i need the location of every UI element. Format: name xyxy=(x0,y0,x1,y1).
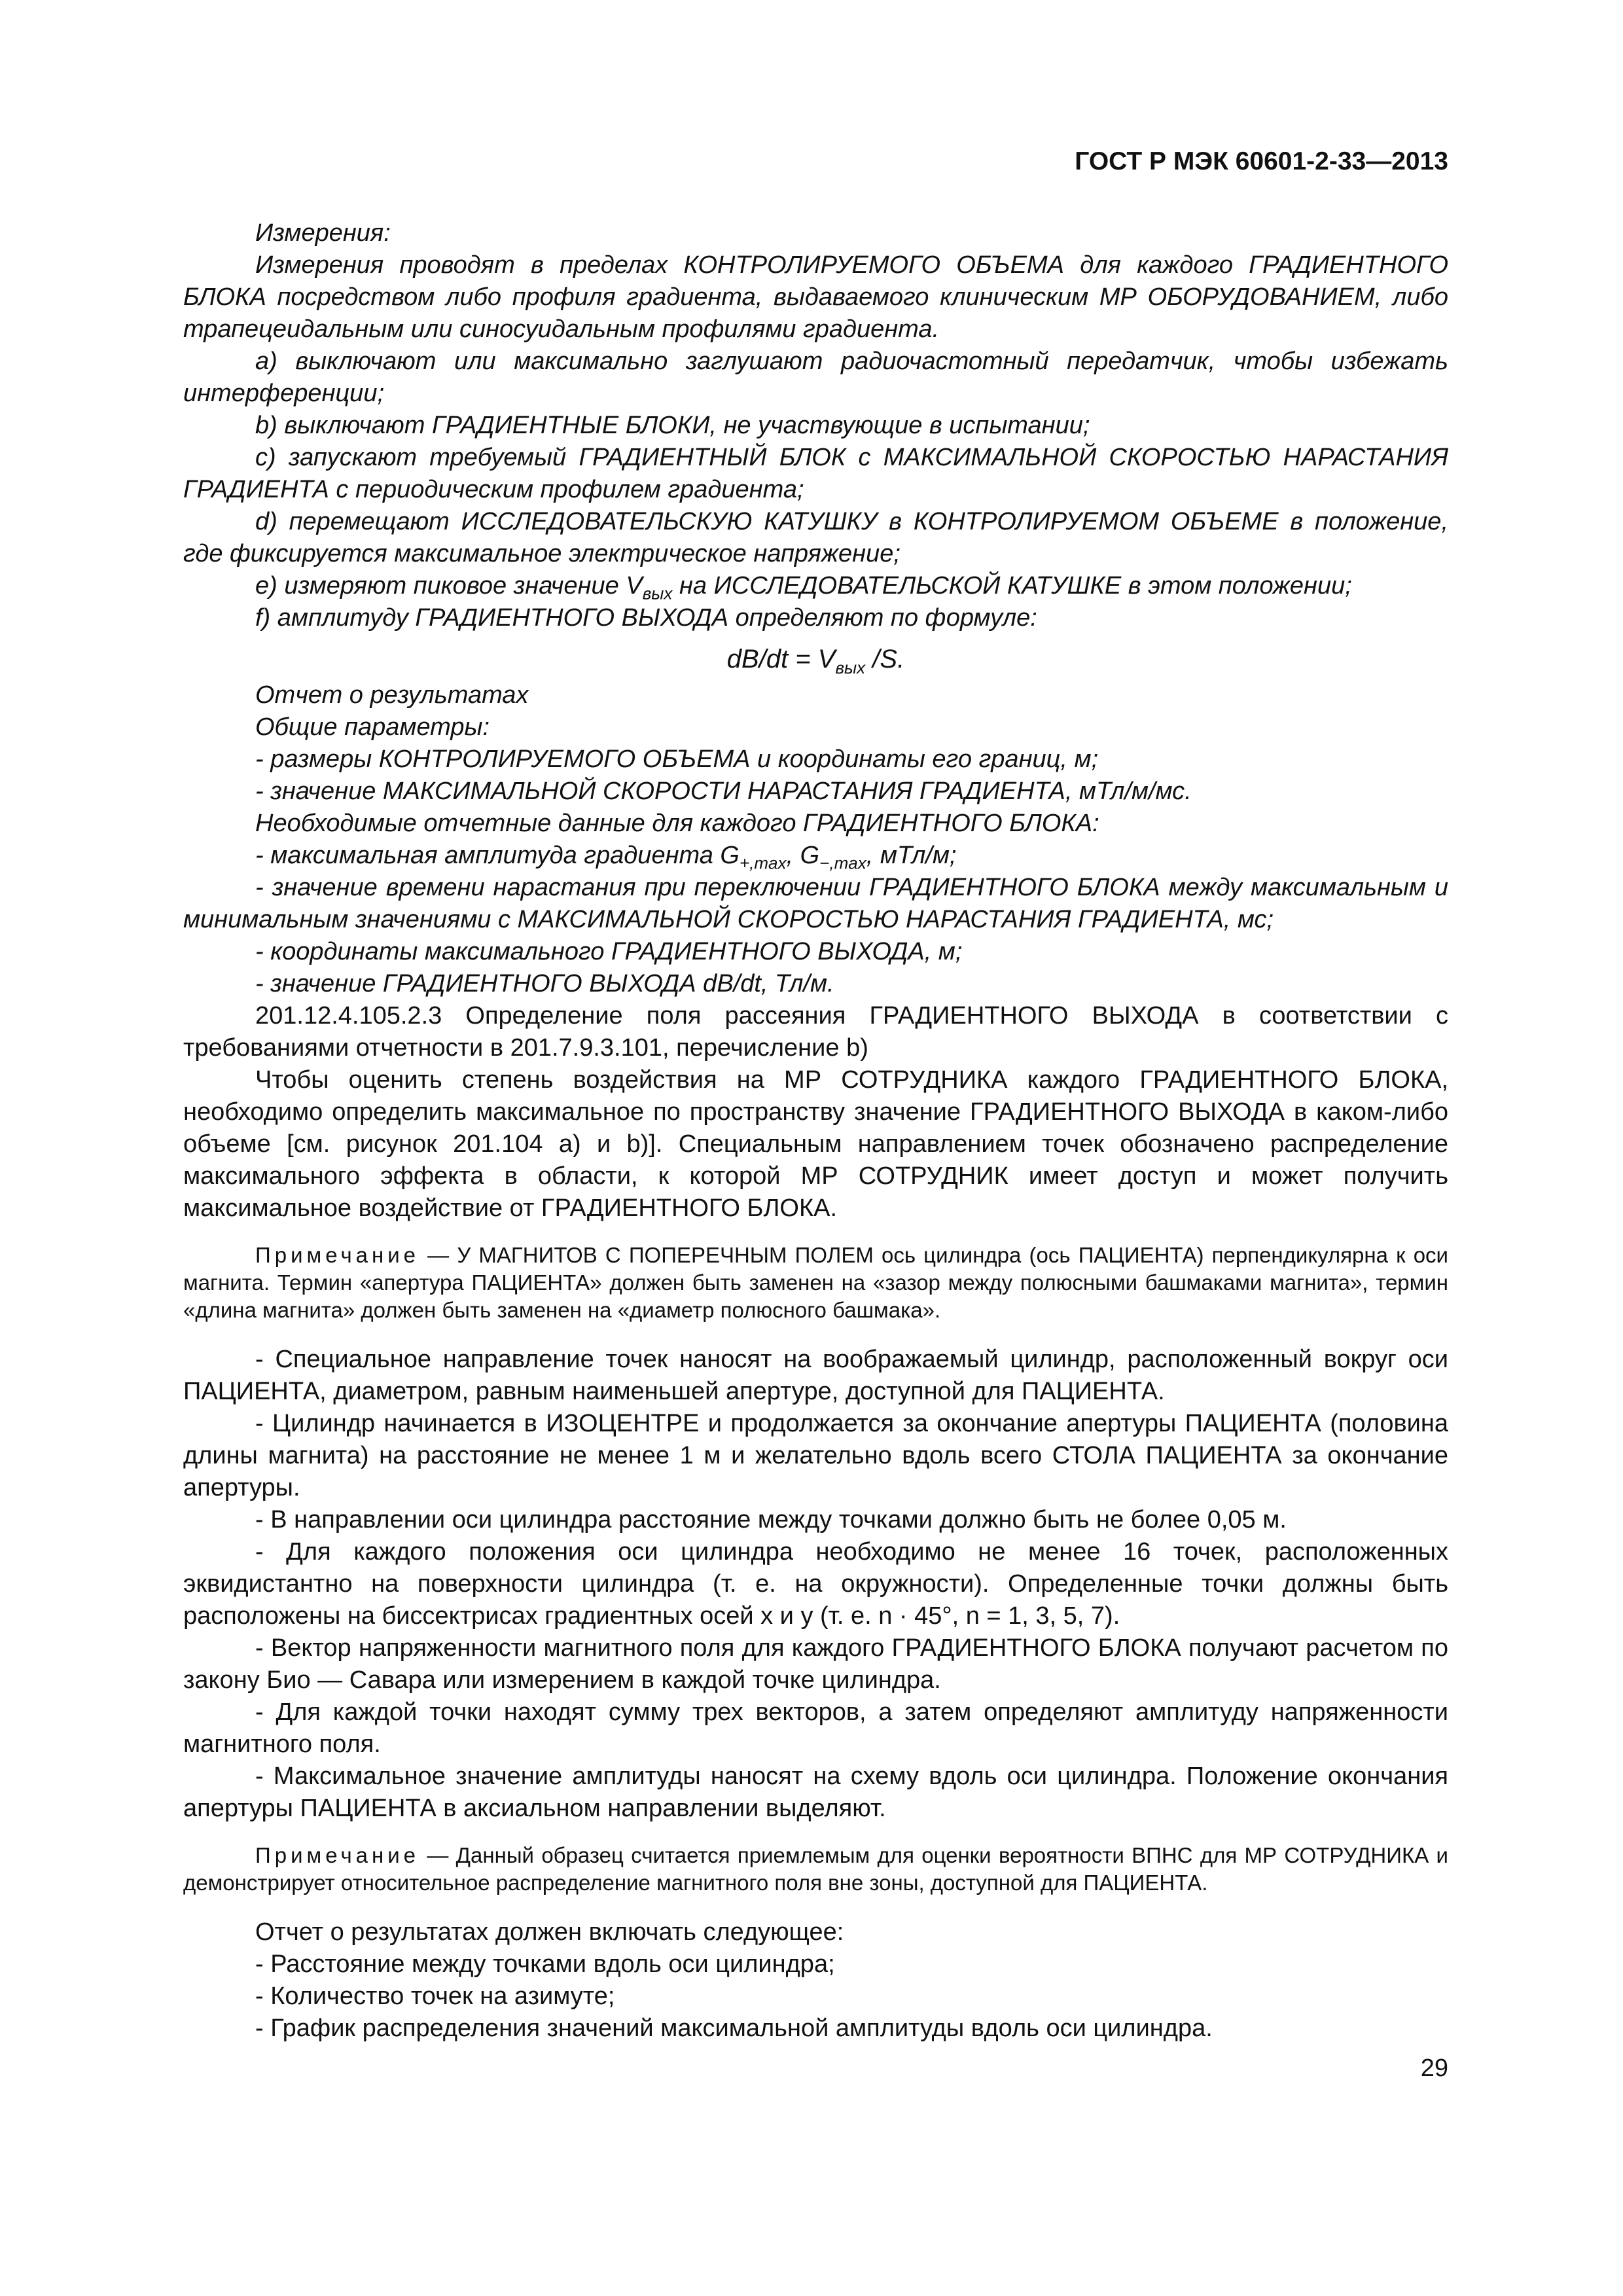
list-item: - В направлении оси цилиндра расстояние между точками должно быть не более 0,05 м. xyxy=(255,1506,1287,1534)
note xyxy=(183,1842,1448,1897)
formula-left: dB/dt = V xyxy=(726,645,836,673)
formula xyxy=(183,643,1448,675)
paragraph: Отчет о результатах должен включать следующее: xyxy=(255,1918,844,1946)
list-item xyxy=(183,840,1448,872)
formula-right: /S. xyxy=(865,645,905,673)
list-item: - значение времени нарастания при переключении ГРАДИЕНТНОГО БЛОКА между максимальным и минимальным значениями с МАКСИМАЛЬНОЙ СКОРОСТЬЮ НАРАСТАНИЯ ГРАДИЕНТА, мс; xyxy=(183,874,1448,933)
list-item: - Максимальное значение амплитуды наносят на схему вдоль оси цилиндра. Положение окончания апертуры ПАЦИЕНТА в аксиальном направлении выделяют. xyxy=(183,1763,1448,1822)
section-heading: 201.12.4.105.2.3 Определение поля рассеяния ГРАДИЕНТНОГО ВЫХОДА в соответствии с требованиями отчетности в 201.7.9.3.101, перечисление b) xyxy=(183,1002,1448,1062)
paragraph: Общие параметры: xyxy=(255,713,490,741)
list-item: c) запускают требуемый ГРАДИЕНТНЫЙ БЛОК с МАКСИМАЛЬНОЙ СКОРОСТЬЮ НАРАСТАНИЯ ГРАДИЕНТА с периодическим профилем градиента; xyxy=(183,444,1448,503)
list-item: f) амплитуду ГРАДИЕНТНОГО ВЫХОДА определяют по формуле: xyxy=(255,604,1037,632)
list-item: - Для каждого положения оси цилиндра необходимо не менее 16 точек, расположенных эквидистантно на поверхности цилиндра (т. е. на окружности). Определенные точки должны быть расположены на биссектрисах градиентных осей x и y (т. е. n · 45°, n = 1, 3, 5, 7). xyxy=(183,1538,1448,1630)
list-item: - Для каждой точки находят сумму трех векторов, а затем определяют амплитуду напряженности магнитного поля. xyxy=(183,1698,1448,1758)
list-item xyxy=(183,570,1448,602)
subscript: +,max xyxy=(739,853,787,873)
list-item: b) выключают ГРАДИЕНТНЫЕ БЛОКИ, не участвующие в испытании; xyxy=(255,412,1090,439)
document-body xyxy=(183,217,1448,2045)
note-label: Примечание xyxy=(255,1843,420,1867)
list-item: - Количество точек на азимуте; xyxy=(255,1982,615,2010)
formula-subscript: вых xyxy=(835,658,866,677)
paragraph: Измерения проводят в пределах КОНТРОЛИРУЕМОГО ОБЪЕМА для каждого ГРАДИЕНТНОГО БЛОКА посредством либо профиля градиента, выдаваемого клиническим МР ОБОРУДОВАНИЕМ, либо трапецеидальным или синосуидальным профилями градиента. xyxy=(183,251,1448,343)
paragraph: Измерения: xyxy=(255,219,391,247)
text-run: - максимальная амплитуда градиента G xyxy=(255,842,740,869)
text-run: , G xyxy=(786,842,820,869)
note-text: — Данный образец считается приемлемым для оценки вероятности ВПНС для МР СОТРУДНИКА и демонстрирует относительное распределение магнитного поля вне зоны, доступной для ПАЦИЕНТА. xyxy=(183,1843,1448,1895)
list-item: - Цилиндр начинается в ИЗОЦЕНТРЕ и продолжается за окончание апертуры ПАЦИЕНТА (половина длины магнита) на расстояние не менее 1 м и желательно вдоль всего СТОЛА ПАЦИЕНТА за окончание апертуры. xyxy=(183,1410,1448,1501)
list-item: - размеры КОНТРОЛИРУЕМОГО ОБЪЕМА и координаты его границ, м; xyxy=(255,745,1099,773)
page-number: 29 xyxy=(1420,2054,1448,2082)
list-item: - значение МАКСИМАЛЬНОЙ СКОРОСТИ НАРАСТАНИЯ ГРАДИЕНТА, мТл/м/мс. xyxy=(255,778,1192,805)
subscript: вых xyxy=(642,583,673,603)
subscript: −,max xyxy=(819,853,866,873)
paragraph: Чтобы оценить степень воздействия на МР СОТРУДНИКА каждого ГРАДИЕНТНОГО БЛОКА, необходимо определить максимальное по пространству значение ГРАДИЕНТНОГО ВЫХОДА в каком-либо объеме [см. рисунок 201.104 a) и b)]. Специальным направлением точек обозначено распределение максимального эффекта в области, к которой МР СОТРУДНИК имеет доступ и может получить максимальное воздействие от ГРАДИЕНТНОГО БЛОКА. xyxy=(183,1066,1448,1222)
list-item: - Вектор напряженности магнитного поля для каждого ГРАДИЕНТНОГО БЛОКА получают расчетом по закону Био — Савара или измерением в каждой точке цилиндра. xyxy=(183,1634,1448,1694)
paragraph: Отчет о результатах xyxy=(255,681,529,709)
text-run: e) измеряют пиковое значение V xyxy=(255,572,643,600)
paragraph: Необходимые отчетные данные для каждого ГРАДИЕНТНОГО БЛОКА: xyxy=(255,810,1099,837)
note-label: Примечание xyxy=(255,1243,420,1267)
document-header: ГОСТ Р МЭК 60601-2-33—2013 xyxy=(1075,147,1448,175)
list-item: - значение ГРАДИЕНТНОГО ВЫХОДА dB/dt, Тл/м. xyxy=(255,970,834,997)
note-text: — У МАГНИТОВ С ПОПЕРЕЧНЫМ ПОЛЕМ ось цилиндра (ось ПАЦИЕНТА) перпендикулярна к оси магнита. Термин «апертура ПАЦИЕНТА» должен быть заменен на «зазор между полюсными башмаками магнита», термин «длина магнита» должен быть заменен на «диаметр полюсного башмака». xyxy=(183,1243,1448,1322)
list-item: d) перемещают ИССЛЕДОВАТЕЛЬСКУЮ КАТУШКУ в КОНТРОЛИРУЕМОМ ОБЪЕМЕ в положение, где фиксируется максимальное электрическое напряжение; xyxy=(183,508,1448,567)
list-item: a) выключают или максимально заглушают радиочастотный передатчик, чтобы избежать интерференции; xyxy=(183,348,1448,407)
text-run: , мТл/м; xyxy=(866,842,957,869)
list-item: - Специальное направление точек наносят на воображаемый цилиндр, расположенный вокруг оси ПАЦИЕНТА, диаметром, равным наименьшей апертуре, доступной для ПАЦИЕНТА. xyxy=(183,1346,1448,1405)
note xyxy=(183,1242,1448,1324)
text-run: на ИССЛЕДОВАТЕЛЬСКОЙ КАТУШКЕ в этом положении; xyxy=(672,572,1352,600)
list-item: - координаты максимального ГРАДИЕНТНОГО ВЫХОДА, м; xyxy=(255,938,963,965)
list-item: - График распределения значений максимальной амплитуды вдоль оси цилиндра. xyxy=(255,2015,1213,2042)
list-item: - Расстояние между точками вдоль оси цилиндра; xyxy=(255,1950,835,1978)
